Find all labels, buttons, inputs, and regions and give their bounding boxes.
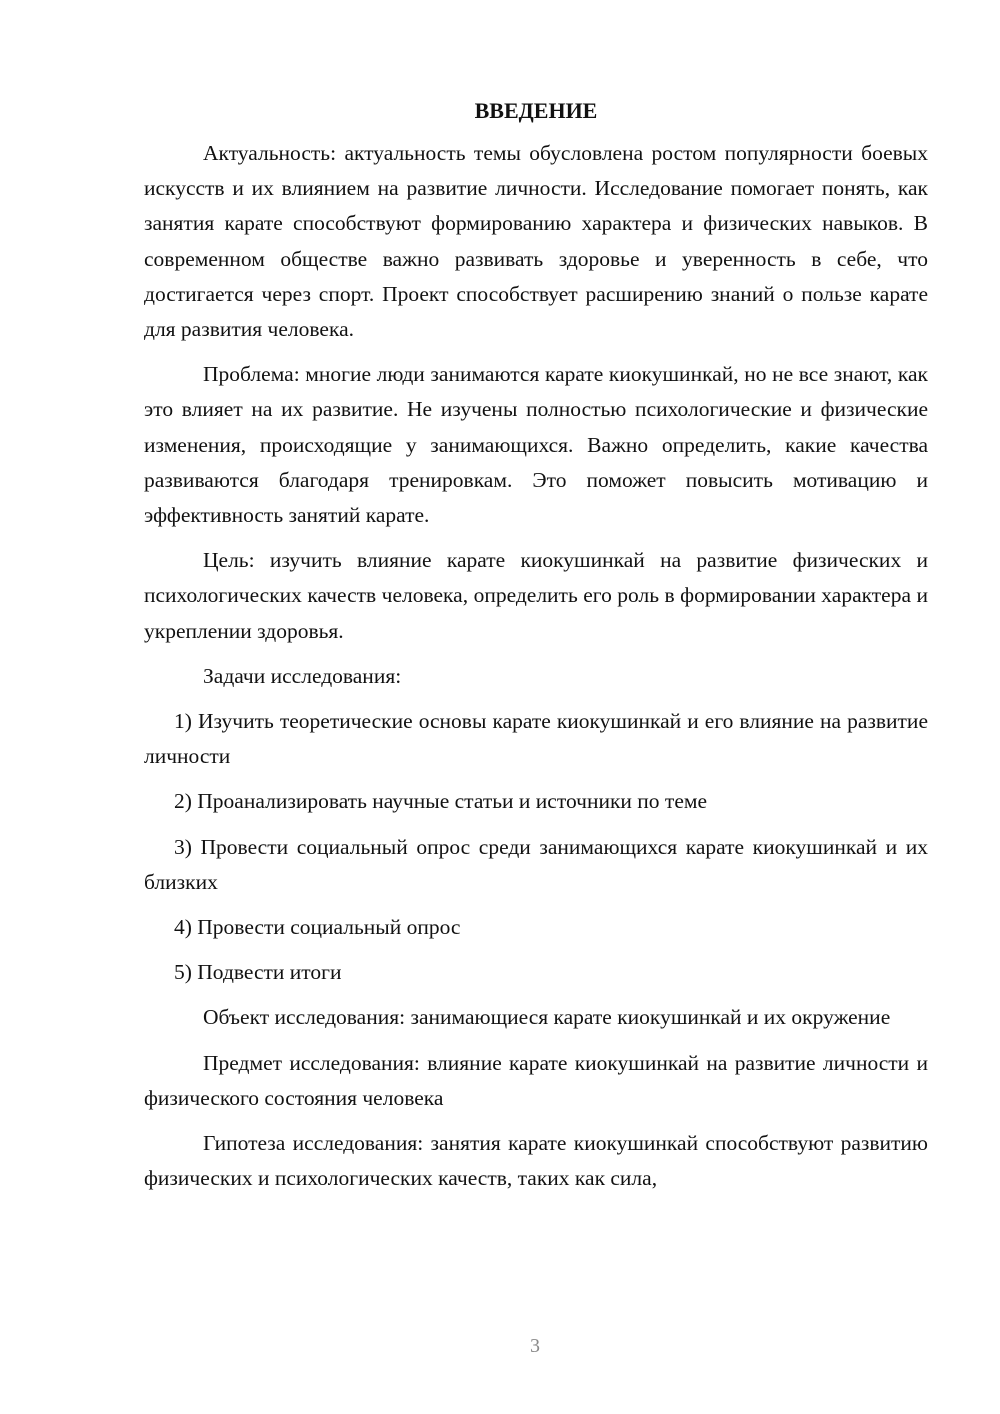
problem-paragraph: Проблема: многие люди занимаются карате киокушинкай, но не все знают, как это влияет на их развитие. Не изучены полностью психологические и физические изменения, происходящие у занимающихся. Важно определить, какие качества развиваются благодаря тренировкам. Это поможет повысить мотивацию и эффективность занятий карате.: [144, 362, 928, 528]
section-title: ВВЕДЕНИЕ: [474, 98, 598, 123]
task-item-4: 4) Провести социальный опрос: [174, 915, 461, 940]
task-item-3: 3) Провести социальный опрос среди занимающихся карате киокушинкай и их близких: [144, 834, 928, 894]
object-paragraph: Объект исследования: занимающиеся карате киокушинкай и их окружение: [203, 1005, 891, 1030]
task-item-5: 5) Подвести итоги: [174, 960, 342, 985]
subject-paragraph: Предмет исследования: влияние карате киокушинкай на развитие личности и физического состояния человека: [144, 1050, 928, 1110]
document-page: [144, 96, 928, 1206]
hypothesis-paragraph: Гипотеза исследования: занятия карате киокушинкай способствуют развитию физических и психологических качеств, таких как сила,: [144, 1131, 928, 1191]
tasks-heading: Задачи исследования:: [203, 663, 402, 688]
relevance-paragraph: Актуальность: актуальность темы обусловлена ростом популярности боевых искусств и их влиянием на развитие личности. Исследование помогает понять, как занятия карате способствуют формированию характера и физических навыков. В современном обществе важно развивать здоровье и уверенность в себе, что достигается через спорт. Проект способствует расширению знаний о пользе карате для развития человека.: [144, 141, 928, 342]
task-item-2: 2) Проанализировать научные статьи и источники по теме: [174, 789, 708, 814]
goal-paragraph: Цель: изучить влияние карате киокушинкай на развитие физических и психологических качеств человека, определить его роль в формировании характера и укреплении здоровья.: [144, 548, 928, 643]
page-number: 3: [530, 1335, 540, 1357]
task-item-1: 1) Изучить теоретические основы карате киокушинкай и его влияние на развитие личности: [144, 709, 928, 769]
